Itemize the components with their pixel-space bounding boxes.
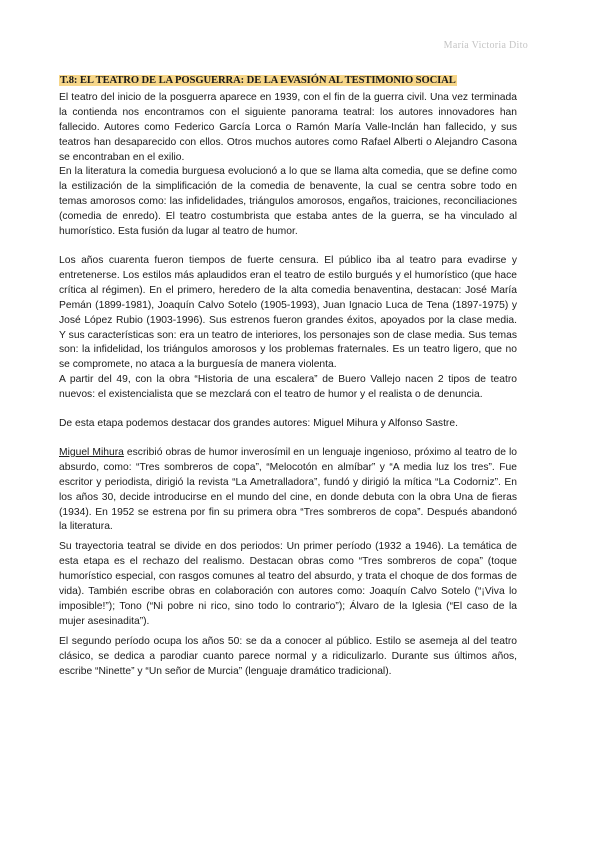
paragraph-primer-periodo: Su trayectoria teatral se divide en dos periodos: Un primer período (1932 a 1946). La temática de esta etapa es el rechazo del realismo. Destacan obras como “Tres sombreros de copa” (toque humorístico especial, con rasgos comunes al teatro del absurdo, y trata el choque de dos formas de vida). También escribe obras en colaboración con autores como: Joaquín Calvo Sotelo (“¡Viva lo imposible!”); Tono (“Ni pobre ni rico, sino todo lo contrario”); Álvaro de la Iglesia (“El caso de la mujer asesinadita”). [59, 541, 517, 627]
paragraph-buero-vallejo: A partir del 49, con la obra “Historia de una escalera” de Buero Vallejo nacen 2 tipos de teatro nuevos: el existencialista que se mezclará con el teatro de humor y el realista o de denuncia. [59, 374, 517, 401]
mihura-name: Miguel Mihura [59, 446, 124, 458]
paragraph-intro: El teatro del inicio de la posguerra aparece en 1939, con el fin de la guerra civil. Una vez terminada la contienda nos encontramos con el siguiente panorama teatral: los autores innovadores han fallecido. Autores como Federico García Lorca o Ramón María Valle-Inclán han fallecido, y sus teatros han desaparecido con ellos. Otros muchos autores como Rafael Alberti o Alejandro Casona se encontraban en el exilio. [59, 91, 517, 163]
document-title: T.8: EL TEATRO DE LA POSGUERRA: DE LA EVASIÓN AL TESTIMONIO SOCIAL [60, 75, 456, 86]
author-header: María Victoria Dito [443, 40, 528, 51]
paragraph-autores: De esta etapa podemos destacar dos grandes autores: Miguel Mihura y Alfonso Sastre. [59, 418, 458, 430]
paragraph-alta-comedia: En la literatura la comedia burguesa evolucionó a lo que se llama alta comedia, que se define como la estilización de la simplificación de la comedia de benavente, la cual se centra sobre todo en temas amorosos como: las infidelidades, triángulos amorosos, engaños, traiciones, reconciliaciones (comedia de enredo). El teatro costumbrista que estaba antes de la guerra, se ha vinculado al humorístico. Esta fusión da lugar al teatro de humor. [59, 166, 517, 238]
spacer [59, 403, 517, 417]
title-line [59, 74, 517, 89]
document-body [59, 74, 517, 680]
paragraph-segundo-periodo: El segundo período ocupa los años 50: se da a conocer al público. Estilo se asemeja al del teatro clásico, se dedica a parodiar cuanto parece normal y a ridiculizarlo. Durante sus últimos años, escribe “Ninette” y “Un señor de Murcia” (lenguaje dramático tradicional). [59, 635, 517, 677]
spacer [59, 432, 517, 446]
spacer [59, 240, 517, 254]
paragraph-anos-cuarenta: Los años cuarenta fueron tiempos de fuerte censura. El público iba al teatro para evadirse y entretenerse. Los estilos más aplaudidos eran el teatro de estilo burgués y el humorístico (que hace crítica al régimen). En el primero, heredero de la alta comedia benaventina, destacan: José María Pemán (1899-1981), Joaquín Calvo Sotelo (1905-1993), Juan Ignacio Luca de Tena (1897-1975) y José López Rubio (1903-1996). Sus estrenos fueron grandes éxitos, apoyados por la clase media. Y sus características son: era un teatro de interiores, los personajes son de clase media. Sus temas son: la infidelidad, los triángulos amorosos y los problemas fraternales. Es un teatro ligero, que no se compromete, no ataca a la burguesía de manera violenta. [59, 254, 517, 371]
paragraph-mihura [59, 446, 517, 535]
mihura-text: escribió obras de humor inverosímil en un lenguaje ingenioso, próximo al teatro de lo absurdo, como: “Tres sombreros de copa”, “Melocotón en almíbar” y “A media luz los tres”. Fue escritor y periodista, dirigió la revista “La Ametralladora”, fundó y dirigió la mítica “La Codorniz”. En los años 30, decide introducirse en el mundo del cine, en donde debuta con la obra Una de fieras (1934). En 1952 se estrena por fin su primera obra “Tres sombreros de copa”. Después abandonó la literatura. [59, 446, 518, 533]
